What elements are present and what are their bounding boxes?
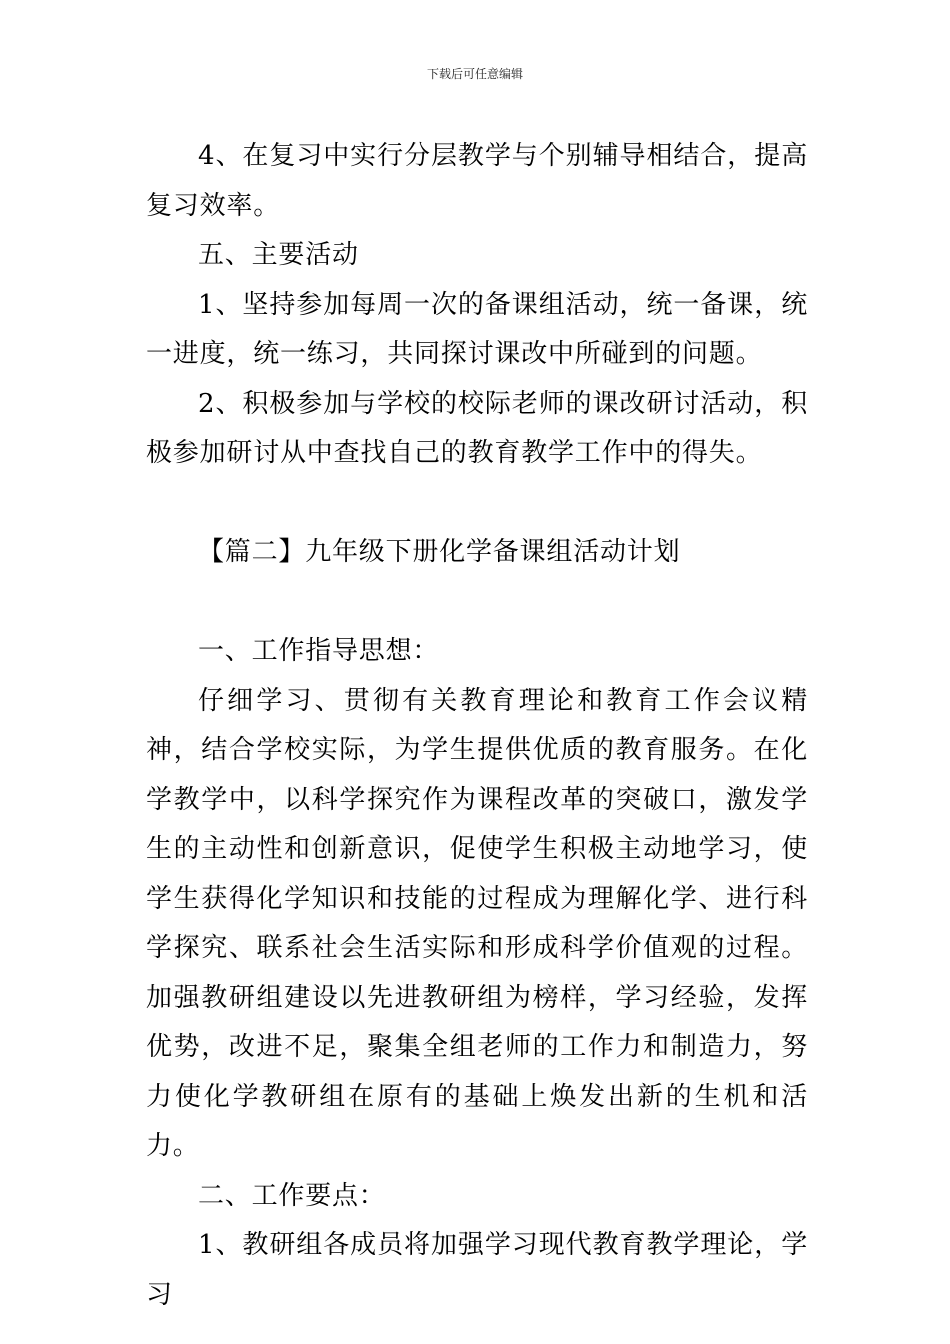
paragraph-inter-school-research: 2、积极参加与学校的校际老师的课改研讨活动，积极参加研讨从中查找自己的教育教学工作中的得失。: [146, 388, 808, 468]
paragraph-review-layered-teaching: 4、在复习中实行分层教学与个别辅导相结合，提高复习效率。: [146, 141, 808, 221]
paragraph-guiding-ideology-body: 仔细学习、贯彻有关教育理论和教育工作会议精神，结合学校实际，为学生提供优质的教育服务。在化学教学中，以科学探究作为课程改革的突破口，激发学生的主动性和创新意识，促使学生积极主动地学习，使学生获得化学知识和技能的过程成为理解化学、进行科学探究、联系社会生活实际和形成科学价值观的过程。加强教研组建设以先进教研组为榜样，学习经验，发挥优势，改进不足，聚集全组老师的工作力和制造力，努力使化学教研组在原有的基础上焕发出新的生机和活力。: [146, 685, 808, 1161]
page-header: 下载后可任意编辑: [426, 67, 523, 81]
paragraph-work-point-1: 1、教研组各成员将加强学习现代教育教学理论，学习: [146, 1230, 808, 1310]
section-heading-work-points: 二、工作要点：: [198, 1180, 386, 1211]
document-body: [146, 132, 808, 1320]
paragraph-weekly-lesson-prep: 1、坚持参加每周一次的备课组活动，统一备课，统一进度，统一练习，共同探讨课改中所碰到的问题。: [146, 289, 808, 369]
section-heading-main-activities: 五、主要活动: [198, 240, 359, 270]
article-title-part-two: 【篇二】九年级下册化学备课组活动计划: [198, 537, 681, 567]
section-heading-guiding-ideology: 一、工作指导思想：: [198, 636, 440, 666]
